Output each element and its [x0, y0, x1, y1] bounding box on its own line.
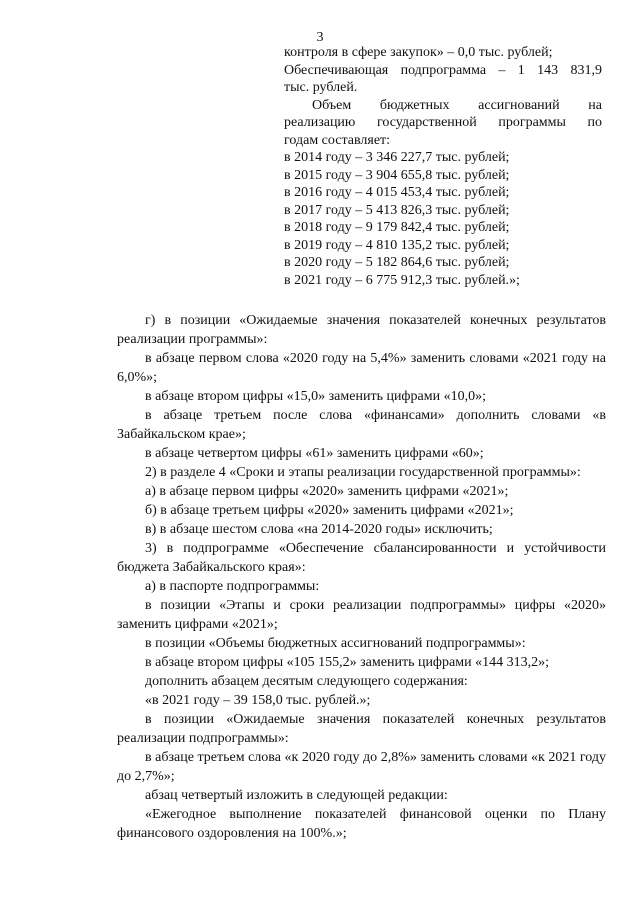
budget-intro-line: реализацию государственной программы по [284, 115, 602, 130]
paragraph: в абзаце втором цифры «105 155,2» заменить цифрами «144 313,2»; [145, 655, 549, 670]
paragraph: а) в паспорте подпрограммы: [145, 579, 320, 594]
text-line: тыс. рублей. [284, 80, 358, 95]
year-amount-line: в 2015 году – 3 904 655,8 тыс. рублей; [284, 167, 510, 183]
amendments-body [117, 311, 606, 843]
year-amount-line: в 2019 году – 4 810 135,2 тыс. рублей; [284, 237, 510, 253]
page-number: 3 [316, 30, 324, 45]
paragraph: 2) в разделе 4 «Сроки и этапы реализации государственной программы»: [145, 465, 581, 480]
paragraph: дополнить абзацем десятым следующего содержания: [145, 674, 468, 689]
paragraph: б) в абзаце третьем цифры «2020» заменить цифрами «2021»; [145, 503, 514, 518]
paragraph: в) в абзаце шестом слова «на 2014-2020 годы» исключить; [145, 522, 493, 537]
text-line: контроля в сфере закупок» – 0,0 тыс. рублей; [284, 45, 553, 60]
paragraph: в абзаце третьем после слова «финансами» дополнить словами «в Забайкальском крае»; [117, 408, 606, 442]
budget-column [284, 44, 602, 289]
year-amount-line: в 2020 году – 5 182 864,6 тыс. рублей; [284, 255, 510, 270]
year-amount-line: в 2014 году – 3 346 227,7 тыс. рублей; [284, 150, 510, 165]
paragraph: в абзаце первом слова «2020 году на 5,4%» заменить словами «2021 году на 6,0%»; [117, 351, 606, 385]
paragraph: абзац четвертый изложить в следующей редакции: [145, 788, 448, 803]
paragraph: 3) в подпрограмме «Обеспечение сбалансированности и устойчивости бюджета Забайкальского края»: [117, 541, 606, 575]
budget-intro-line: годам составляет: [284, 132, 391, 148]
budget-intro-line: Объем бюджетных ассигнований на [312, 97, 602, 113]
paragraph: «в 2021 году – 39 158,0 тыс. рублей.»; [145, 693, 371, 708]
text-line: Обеспечивающая подпрограмма – 1 143 831,9 [284, 62, 602, 78]
paragraph: в абзаце третьем слова «к 2020 году до 2,8%» заменить словами «к 2021 году до 2,7%»; [117, 750, 606, 784]
year-amount-line: в 2018 году – 9 179 842,4 тыс. рублей; [284, 220, 510, 235]
paragraph: в позиции «Объемы бюджетных ассигнований подпрограммы»: [145, 636, 526, 651]
paragraph: в позиции «Этапы и сроки реализации подпрограммы» цифры «2020» заменить цифрами «2021»; [117, 598, 606, 632]
paragraph: в абзаце четвертом цифры «61» заменить цифрами «60»; [145, 446, 484, 461]
paragraph: в абзаце втором цифры «15,0» заменить цифрами «10,0»; [145, 389, 486, 404]
paragraph: в позиции «Ожидаемые значения показателей конечных результатов реализации подпрограммы»: [117, 712, 606, 746]
year-amount-line: в 2021 году – 6 775 912,3 тыс. рублей.»; [284, 272, 520, 288]
year-amount-line: в 2016 году – 4 015 453,4 тыс. рублей; [284, 185, 510, 200]
paragraph: г) в позиции «Ожидаемые значения показателей конечных результатов реализации программы»: [117, 313, 606, 347]
paragraph: «Ежегодное выполнение показателей финансовой оценки по Плану финансового оздоровления на 100%.»; [117, 807, 606, 841]
paragraph: а) в абзаце первом цифры «2020» заменить цифрами «2021»; [145, 484, 509, 499]
year-amount-line: в 2017 году – 5 413 826,3 тыс. рублей; [284, 202, 510, 218]
